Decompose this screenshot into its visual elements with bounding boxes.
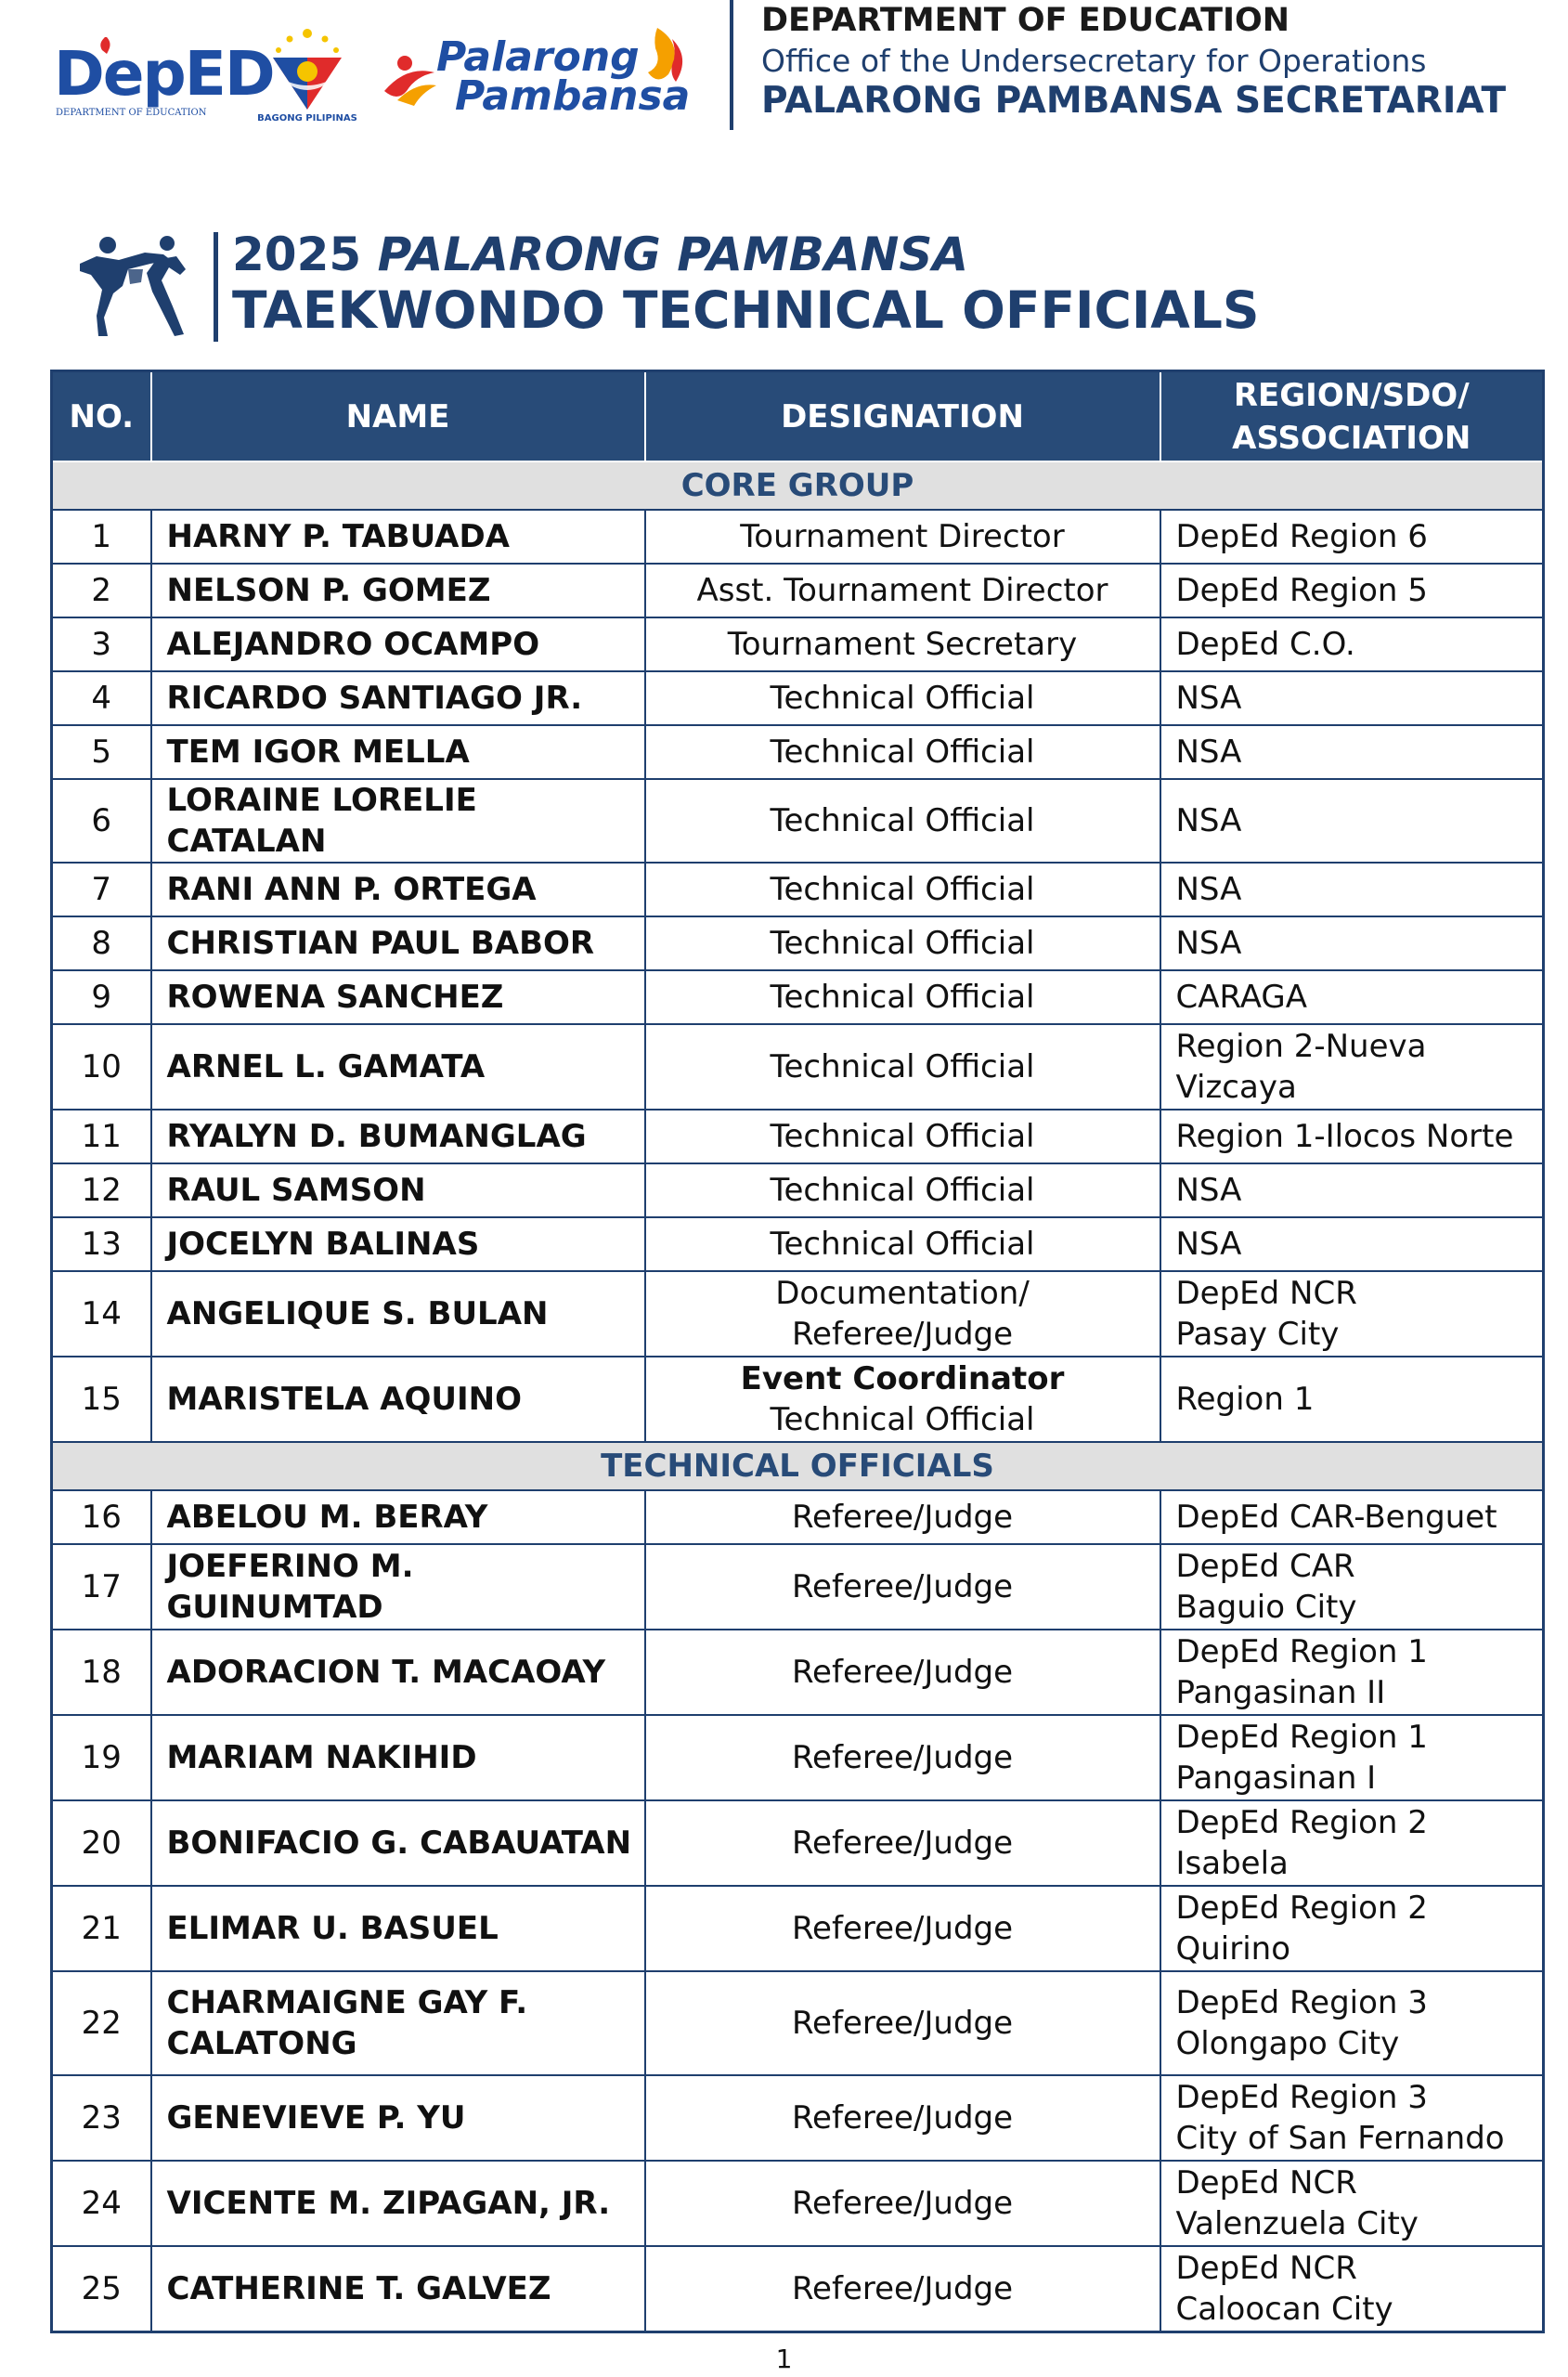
cell-region [1160, 725, 1544, 779]
cell-region [1160, 617, 1544, 671]
cell-no: 19 [52, 1715, 151, 1800]
org-name-line2: Office of the Undersecretary for Operations [761, 43, 1427, 79]
cell-region [1160, 1217, 1544, 1271]
cell-designation [645, 725, 1160, 779]
cell-name: RYALYN D. BUMANGLAG [151, 1110, 645, 1163]
designation-line: Documentation/ [775, 1275, 1030, 1312]
cell-no: 2 [52, 564, 151, 617]
bagong-pilipinas-seal-icon [253, 20, 362, 113]
cell-no: 13 [52, 1217, 151, 1271]
cell-region [1160, 1110, 1544, 1163]
cell-designation [645, 1971, 1160, 2075]
region-line: DepEd CAR [1175, 1548, 1355, 1585]
cell-name: RANI ANN P. ORTEGA [151, 863, 645, 916]
designation-line: Technical Official [770, 1048, 1035, 1085]
designation-line: Tournament Director [740, 518, 1065, 555]
designation-line: Referee/Judge [791, 1316, 1014, 1353]
region-line: Pangasinan I [1175, 1760, 1377, 1797]
designation-line: Technical Official [770, 979, 1035, 1016]
cell-name: CHRISTIAN PAUL BABOR [151, 916, 645, 970]
taekwondo-kicker-icon [76, 232, 197, 339]
cell-no: 15 [52, 1357, 151, 1442]
table-row [52, 1544, 1544, 1630]
region-line: DepEd Region 1 [1175, 1719, 1428, 1756]
cell-no: 11 [52, 1110, 151, 1163]
cell-name: HARNY P. TABUADA [151, 510, 645, 564]
designation-line: Technical Official [770, 871, 1035, 908]
section-label: CORE GROUP [52, 461, 1544, 510]
cell-region [1160, 2075, 1544, 2161]
cell-designation [645, 1490, 1160, 1544]
cell-designation [645, 2161, 1160, 2246]
region-line: DepEd Region 6 [1175, 518, 1428, 555]
region-line: Pasay City [1175, 1316, 1340, 1353]
cell-no: 14 [52, 1271, 151, 1357]
designation-line: Referee/Judge [791, 2005, 1014, 2042]
bagong-pilipinas-logo [253, 20, 362, 127]
title-accent-bar [214, 232, 218, 342]
table-row [52, 1024, 1544, 1110]
region-line: Region 2-Nueva [1175, 1028, 1427, 1065]
column-header-region [1160, 371, 1544, 462]
cell-no: 18 [52, 1630, 151, 1715]
cell-designation [645, 1110, 1160, 1163]
region-line: Isabela [1175, 1845, 1289, 1882]
palarong-logo-text-line1: Palarong [436, 33, 640, 81]
cell-name: MARIAM NAKIHID [151, 1715, 645, 1800]
document-header [0, 0, 1568, 139]
cell-name: TEM IGOR MELLA [151, 725, 645, 779]
table-row [52, 1630, 1544, 1715]
cell-name: ALEJANDRO OCAMPO [151, 617, 645, 671]
cell-designation [645, 1163, 1160, 1217]
designation-line: Technical Official [770, 925, 1035, 962]
column-header-no: NO. [52, 371, 151, 462]
designation-line: Technical Official [770, 1226, 1035, 1263]
table-row [52, 1357, 1544, 1442]
region-line: Vizcaya [1175, 1069, 1297, 1106]
designation-line: Referee/Judge [791, 1499, 1014, 1536]
cell-designation [645, 1630, 1160, 1715]
cell-region [1160, 1886, 1544, 1971]
cell-region [1160, 779, 1544, 863]
cell-designation [645, 916, 1160, 970]
region-line: NSA [1175, 680, 1242, 717]
cell-designation [645, 1217, 1160, 1271]
designation-emphasis: Event Coordinator [740, 1360, 1065, 1397]
region-line: DepEd NCR [1175, 2164, 1357, 2202]
cell-no: 8 [52, 916, 151, 970]
cell-name: ROWENA SANCHEZ [151, 970, 645, 1024]
cell-designation [645, 1715, 1160, 1800]
cell-designation [645, 1800, 1160, 1886]
cell-region [1160, 1800, 1544, 1886]
designation-line: Referee/Judge [791, 1910, 1014, 1947]
region-line: Quirino [1175, 1930, 1291, 1968]
cell-designation [645, 1271, 1160, 1357]
region-line: Region 1-Ilocos Norte [1175, 1118, 1514, 1155]
cell-name: RAUL SAMSON [151, 1163, 645, 1217]
cell-no: 20 [52, 1800, 151, 1886]
table-row [52, 779, 1544, 863]
designation-line: Referee/Judge [791, 2099, 1014, 2137]
cell-designation [645, 1544, 1160, 1630]
cell-name: BONIFACIO G. CABAUATAN [151, 1800, 645, 1886]
designation-line: Technical Official [770, 1118, 1035, 1155]
deped-logo-text: DepED [54, 38, 274, 110]
cell-name: LORAINE LORELIE CATALAN [151, 779, 645, 863]
table-row [52, 564, 1544, 617]
cell-region [1160, 1271, 1544, 1357]
table-row [52, 1271, 1544, 1357]
designation-line: Asst. Tournament Director [696, 572, 1108, 609]
cell-region [1160, 1163, 1544, 1217]
column-header-region-line1: REGION/SDO/ [1233, 376, 1470, 414]
document-title-line1 [232, 227, 968, 281]
cell-name: CATHERINE T. GALVEZ [151, 2246, 645, 2332]
region-line: CARAGA [1175, 979, 1308, 1016]
region-line: NSA [1175, 925, 1242, 962]
cell-region [1160, 1024, 1544, 1110]
cell-name: GENEVIEVE P. YU [151, 2075, 645, 2161]
cell-name: ADORACION T. MACAOAY [151, 1630, 645, 1715]
region-line: DepEd Region 3 [1175, 1984, 1428, 2021]
region-line: NSA [1175, 734, 1242, 771]
cell-region [1160, 564, 1544, 617]
cell-no: 23 [52, 2075, 151, 2161]
table-row [52, 1110, 1544, 1163]
region-line: DepEd NCR [1175, 2249, 1357, 2287]
palarong-logo-text-line2: Pambansa [455, 72, 691, 120]
cell-no: 9 [52, 970, 151, 1024]
region-line: DepEd Region 2 [1175, 1890, 1428, 1927]
cell-no: 12 [52, 1163, 151, 1217]
designation-line: Referee/Judge [791, 1825, 1014, 1862]
deped-logo [54, 37, 274, 125]
cell-designation [645, 779, 1160, 863]
cell-region [1160, 970, 1544, 1024]
designation-line: Referee/Judge [791, 2269, 1014, 2307]
cell-region [1160, 1357, 1544, 1442]
cell-designation [645, 2075, 1160, 2161]
designation-line: Technical Official [770, 802, 1035, 839]
table-row [52, 1490, 1544, 1544]
designation-line: Technical Official [770, 734, 1035, 771]
region-line: NSA [1175, 871, 1242, 908]
column-header-region-line2: ASSOCIATION [1232, 419, 1471, 457]
cell-no: 7 [52, 863, 151, 916]
cell-designation [645, 970, 1160, 1024]
table-row [52, 1971, 1544, 2075]
cell-no: 3 [52, 617, 151, 671]
cell-name: RICARDO SANTIAGO JR. [151, 671, 645, 725]
region-line: DepEd Region 1 [1175, 1633, 1428, 1670]
region-line: Olongapo City [1175, 2025, 1400, 2062]
org-name-line3: PALARONG PAMBANSA SECRETARIAT [761, 80, 1507, 122]
cell-designation [645, 671, 1160, 725]
cell-designation [645, 1024, 1160, 1110]
region-line: DepEd CAR-Benguet [1175, 1499, 1497, 1536]
cell-name: ELIMAR U. BASUEL [151, 1886, 645, 1971]
designation-line: Referee/Judge [791, 1739, 1014, 1776]
cell-no: 6 [52, 779, 151, 863]
table-row [52, 510, 1544, 564]
table-row [52, 863, 1544, 916]
cell-no: 24 [52, 2161, 151, 2246]
designation-line: Referee/Judge [791, 1654, 1014, 1691]
cell-name: JOCELYN BALINAS [151, 1217, 645, 1271]
cell-region [1160, 2246, 1544, 2332]
table-row [52, 1886, 1544, 1971]
section-label: TECHNICAL OFFICIALS [52, 1442, 1544, 1490]
cell-no: 4 [52, 671, 151, 725]
region-line: DepEd Region 5 [1175, 572, 1428, 609]
section-header-row [52, 1442, 1544, 1490]
region-line: Baguio City [1175, 1589, 1357, 1626]
cell-name: MARISTELA AQUINO [151, 1357, 645, 1442]
cell-region [1160, 671, 1544, 725]
cell-no: 21 [52, 1886, 151, 1971]
column-header-name: NAME [151, 371, 645, 462]
cell-designation [645, 617, 1160, 671]
page-number: 1 [775, 2344, 793, 2374]
region-line: DepEd Region 2 [1175, 1804, 1428, 1841]
table-row [52, 916, 1544, 970]
cell-designation [645, 863, 1160, 916]
table-row [52, 671, 1544, 725]
designation-line: Technical Official [770, 680, 1035, 717]
document-title-line2: TAEKWONDO TECHNICAL OFFICIALS [232, 280, 1260, 340]
table-row [52, 970, 1544, 1024]
cell-region [1160, 863, 1544, 916]
table-row [52, 617, 1544, 671]
cell-name: ARNEL L. GAMATA [151, 1024, 645, 1110]
region-line: DepEd C.O. [1175, 626, 1355, 663]
section-header-row [52, 461, 1544, 510]
designation-line: Referee/Judge [791, 2185, 1014, 2222]
header-divider [730, 0, 733, 130]
cell-no: 10 [52, 1024, 151, 1110]
cell-designation [645, 1886, 1160, 1971]
region-line: Region 1 [1175, 1381, 1315, 1418]
region-line: DepEd Region 3 [1175, 2079, 1428, 2116]
cell-region [1160, 1544, 1544, 1630]
region-line: NSA [1175, 1226, 1242, 1263]
cell-no: 5 [52, 725, 151, 779]
cell-name: VICENTE M. ZIPAGAN, JR. [151, 2161, 645, 2246]
cell-no: 22 [52, 1971, 151, 2075]
cell-no: 16 [52, 1490, 151, 1544]
cell-region [1160, 1971, 1544, 2075]
cell-designation [645, 1357, 1160, 1442]
region-line: Valenzuela City [1175, 2205, 1419, 2242]
cell-name: JOEFERINO M. GUINUMTAD [151, 1544, 645, 1630]
cell-designation [645, 2246, 1160, 2332]
cell-no: 1 [52, 510, 151, 564]
deped-logo-subtext: DEPARTMENT OF EDUCATION [56, 108, 207, 118]
region-line: NSA [1175, 1172, 1242, 1209]
cell-region [1160, 1715, 1544, 1800]
table-row [52, 2075, 1544, 2161]
officials-table [50, 370, 1545, 2333]
org-name-line1: DEPARTMENT OF EDUCATION [761, 2, 1290, 39]
cell-region [1160, 1630, 1544, 1715]
cell-name: NELSON P. GOMEZ [151, 564, 645, 617]
table-row [52, 1217, 1544, 1271]
designation-line: Technical Official [770, 1401, 1035, 1438]
table-row [52, 2246, 1544, 2332]
table-body [52, 461, 1544, 2332]
palarong-pambansa-logo [379, 17, 699, 128]
cell-region [1160, 1490, 1544, 1544]
cell-no: 17 [52, 1544, 151, 1630]
cell-region [1160, 916, 1544, 970]
cell-name: ANGELIQUE S. BULAN [151, 1271, 645, 1357]
table-row [52, 2161, 1544, 2246]
bagong-pilipinas-text: BAGONG PILIPINAS [257, 113, 357, 123]
cell-region [1160, 2161, 1544, 2246]
cell-designation [645, 510, 1160, 564]
title-year: 2025 [232, 227, 362, 281]
region-line: Caloocan City [1175, 2290, 1393, 2328]
cell-region [1160, 510, 1544, 564]
region-line: NSA [1175, 802, 1242, 839]
table-row [52, 1715, 1544, 1800]
table-row [52, 1800, 1544, 1886]
table-header-row [52, 371, 1544, 462]
cell-name: CHARMAIGNE GAY F. CALATONG [151, 1971, 645, 2075]
region-line: DepEd NCR [1175, 1275, 1357, 1312]
region-line: City of San Fernando [1175, 2120, 1505, 2157]
cell-designation [645, 564, 1160, 617]
designation-line: Technical Official [770, 1172, 1035, 1209]
table-row [52, 725, 1544, 779]
region-line: Pangasinan II [1175, 1674, 1386, 1711]
cell-no: 25 [52, 2246, 151, 2332]
table-row [52, 1163, 1544, 1217]
designation-line: Referee/Judge [791, 1568, 1014, 1605]
cell-name: ABELOU M. BERAY [151, 1490, 645, 1544]
designation-line: Tournament Secretary [727, 626, 1078, 663]
column-header-designation: DESIGNATION [645, 371, 1160, 462]
title-event: PALARONG PAMBANSA [377, 227, 969, 281]
